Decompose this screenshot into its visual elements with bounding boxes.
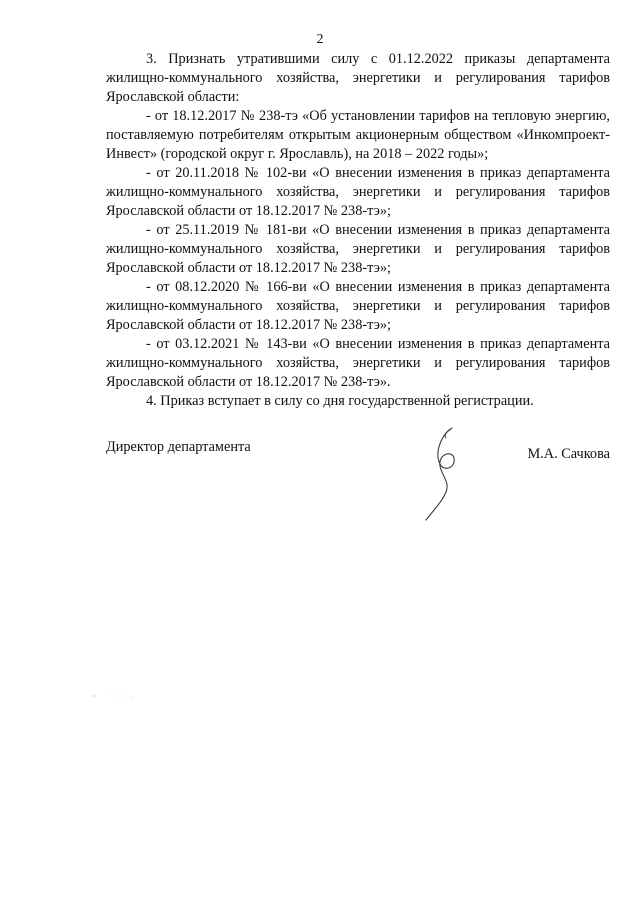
document-body xyxy=(106,50,610,411)
signature-block xyxy=(106,438,610,538)
page-number: 2 xyxy=(316,32,324,47)
director-name: М.А. Сачкова xyxy=(527,446,610,462)
handwritten-signature xyxy=(416,424,476,524)
paragraph-item-3: 3. Признать утратившими силу с 01.12.2022 приказы департамента жилищно-коммунального хозяйства, энергетики и регулирования тарифов Ярославской области: xyxy=(106,51,610,105)
list-item-order-181: - от 25.11.2019 № 181-ви «О внесении изменения в приказ департамента жилищно-коммунального хозяйства, энергетики и регулирования тарифов Ярославской области от 18.12.2017 № 238-тэ»; xyxy=(106,222,610,276)
director-title: Директор департамента xyxy=(106,439,251,455)
list-item-order-102: - от 20.11.2018 № 102-ви «О внесении изменения в приказ департамента жилищно-коммунального хозяйства, энергетики и регулирования тарифов Ярославской области от 18.12.2017 № 238-тэ»; xyxy=(106,165,610,219)
list-item-order-143: - от 03.12.2021 № 143-ви «О внесении изменения в приказ департамента жилищно-коммунального хозяйства, энергетики и регулирования тарифов Ярославской области от 18.12.2017 № 238-тэ». xyxy=(106,336,610,390)
paragraph-item-4: 4. Приказ вступает в силу со дня государственной регистрации. xyxy=(146,393,534,409)
list-item-order-166: - от 08.12.2020 № 166-ви «О внесении изменения в приказ департамента жилищно-коммунального хозяйства, энергетики и регулирования тарифов Ярославской области от 18.12.2017 № 238-тэ»; xyxy=(106,279,610,333)
scan-speckles xyxy=(90,690,140,702)
list-item-order-238: - от 18.12.2017 № 238-тэ «Об установлении тарифов на тепловую энергию, поставляемую потребителям открытым акционерным обществом «Инкомпроект-Инвест» (городской округ г. Ярославль), на 2018 – 2022 годы»; xyxy=(106,108,610,162)
